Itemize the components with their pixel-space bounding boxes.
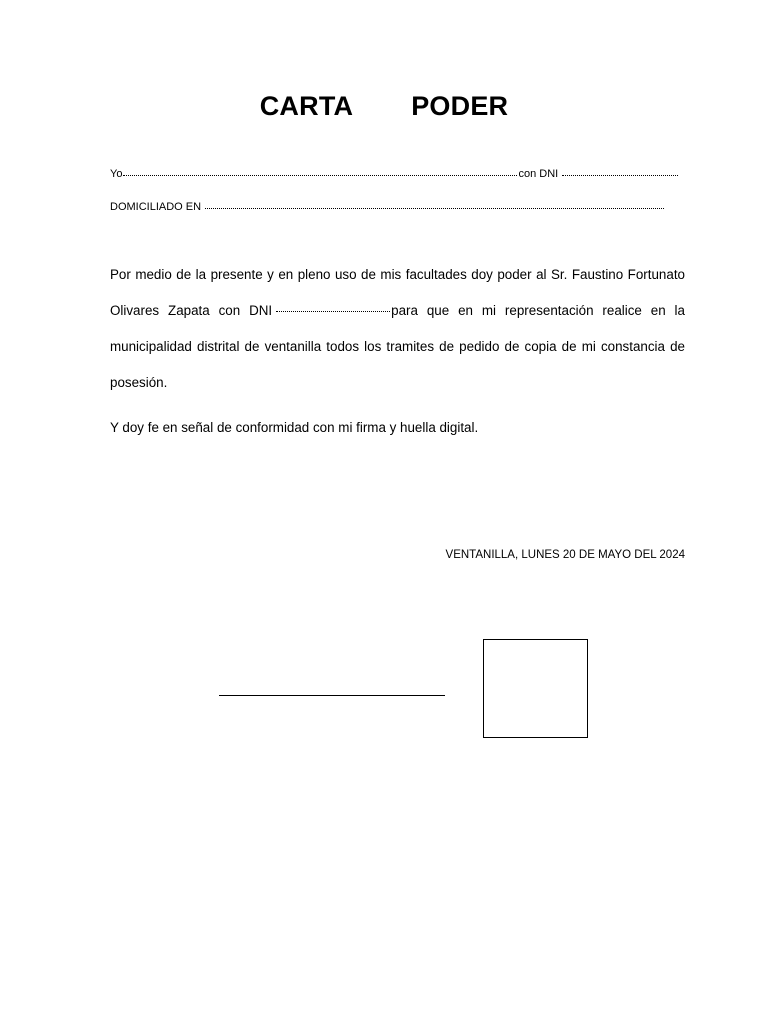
title-word-poder: PODER bbox=[411, 91, 509, 121]
grantor-line bbox=[110, 166, 686, 182]
grantor-label: Yo bbox=[110, 168, 123, 180]
authorization-text-part1: Por medio de la presente y en pleno uso de mis facultades doy poder al Sr. Faustino Fortunato Olivares Zapata con DNI bbox=[110, 267, 685, 318]
fingerprint-box bbox=[483, 639, 588, 738]
address-label: DOMICILIADO EN bbox=[110, 201, 202, 213]
signature-line bbox=[219, 695, 445, 696]
authorization-text-part2: para que en mi representación realice en la municipalidad distrital de ventanilla todos los tramites de pedido de copia de mi constancia de posesión. bbox=[110, 303, 685, 390]
grantor-dni-blank bbox=[562, 173, 678, 176]
document-title bbox=[0, 88, 768, 124]
place-date-line: VENTANILLA, LUNES 20 DE MAYO DEL 2024 bbox=[445, 549, 685, 561]
conformity-paragraph: Y doy fe en señal de conformidad con mi firma y huella digital. bbox=[110, 420, 479, 435]
grantor-name-blank bbox=[123, 173, 517, 176]
authorization-paragraph bbox=[110, 257, 685, 401]
dni-label: con DNI bbox=[518, 168, 559, 180]
agent-dni-blank bbox=[276, 309, 390, 312]
address-blank bbox=[205, 206, 664, 209]
title-word-carta: CARTA bbox=[259, 91, 354, 121]
address-line bbox=[110, 199, 686, 215]
